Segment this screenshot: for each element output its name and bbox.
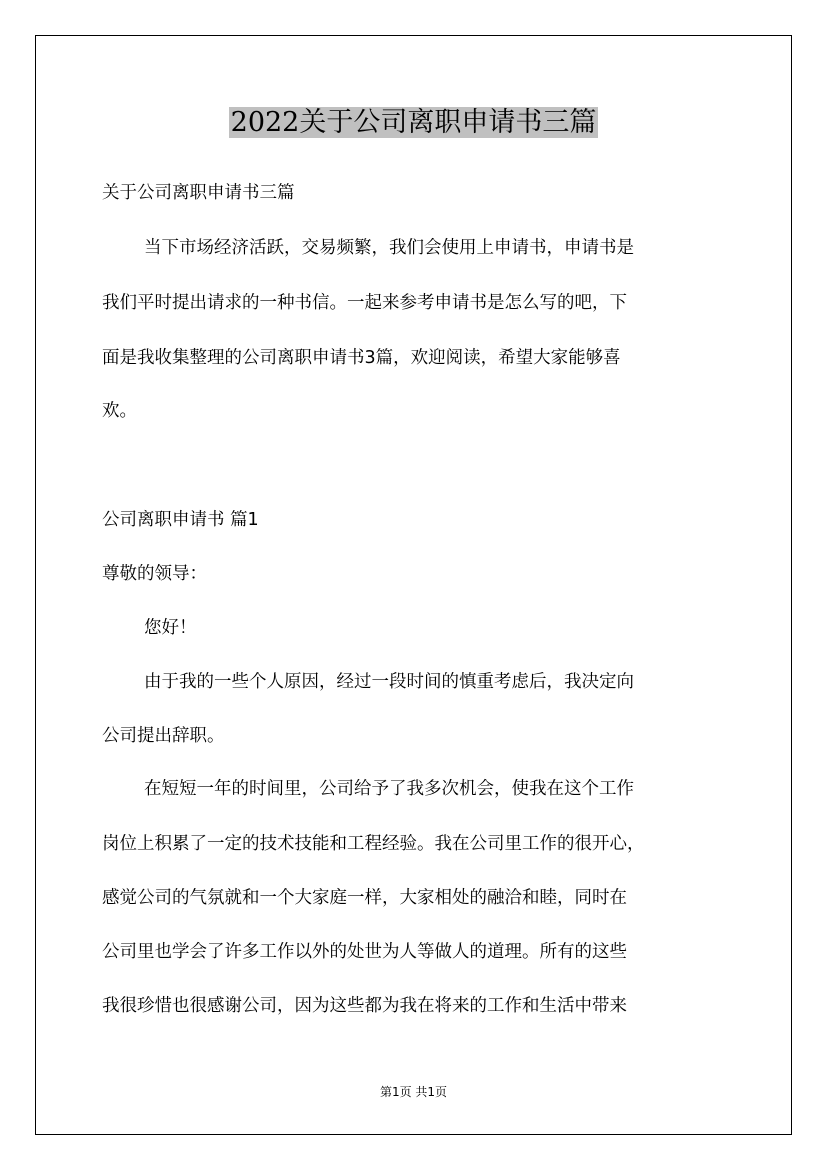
paragraph-line: 由于我的一些个人原因，经过一段时间的慎重考虑后，我决定向 xyxy=(144,672,634,692)
paragraph-line: 我很珍惜也很感谢公司，因为这些都为我在将来的工作和生活中带来 xyxy=(102,996,627,1016)
paragraph-line: 当下市场经济活跃，交易频繁，我们会使用上申请书，申请书是 xyxy=(144,238,634,258)
document-title xyxy=(0,103,827,143)
paragraph-line: 公司里也学会了许多工作以外的处世为人等做人的道理。所有的这些 xyxy=(102,942,627,962)
greeting: 您好！ xyxy=(144,618,197,638)
document-title-text: 2022关于公司离职申请书三篇 xyxy=(230,107,597,138)
paragraph-line: 岗位上积累了一定的技术技能和工程经验。我在公司里工作的很开心， xyxy=(102,834,645,854)
document-subtitle: 关于公司离职申请书三篇 xyxy=(102,183,295,203)
paragraph-line: 在短短一年的时间里，公司给予了我多次机会，使我在这个工作 xyxy=(144,779,634,799)
paragraph-line: 欢。 xyxy=(102,401,137,421)
paragraph-line: 我们平时提出请求的一种书信。一起来参考申请书是怎么写的吧，下 xyxy=(102,293,627,313)
paragraph-line: 公司提出辞职。 xyxy=(102,726,225,746)
page-footer: 第1页 共1页 xyxy=(379,1085,448,1099)
paragraph-line: 感觉公司的气氛就和一个大家庭一样，大家相处的融洽和睦，同时在 xyxy=(102,888,627,908)
paragraph-line: 面是我收集整理的公司离职申请书3篇，欢迎阅读，希望大家能够喜 xyxy=(102,348,621,368)
salutation: 尊敬的领导： xyxy=(102,564,207,584)
section-heading: 公司离职申请书 篇1 xyxy=(102,510,259,530)
